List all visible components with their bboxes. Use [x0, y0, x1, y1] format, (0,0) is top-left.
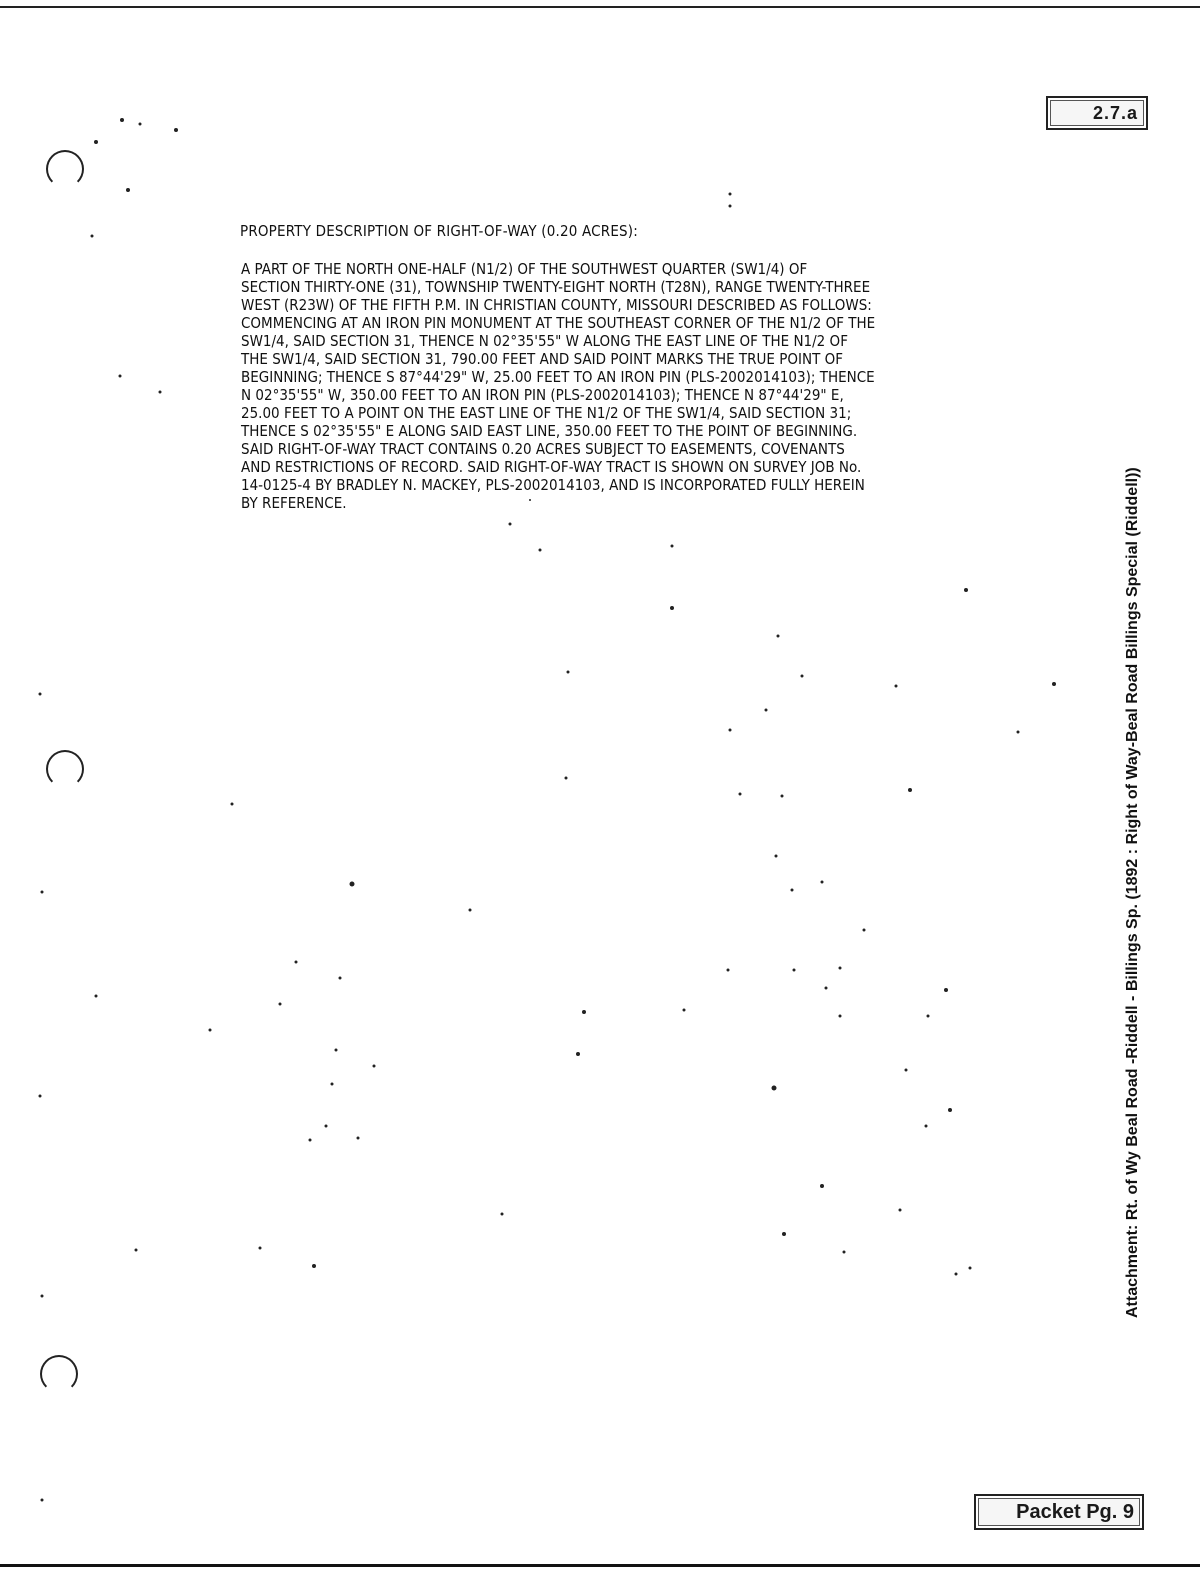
attachment-side-label: Attachment: Rt. of Wy Beal Road -Riddell - Billings Sp. (1892 : Right of Way-Beal Road Billings Special (Riddell)) — [1124, 467, 1141, 1318]
description-line: THENCE S 02°35'55" E ALONG SAID EAST LINE, 350.00 FEET TO THE POINT OF BEGINNING. — [241, 422, 858, 440]
agenda-item-label: 2.7.a — [1092, 102, 1138, 123]
description-line: WEST (R23W) OF THE FIFTH P.M. IN CHRISTIAN COUNTY, MISSOURI DESCRIBED AS FOLLOWS: — [241, 296, 872, 314]
description-line: THE SW1/4, SAID SECTION 31, 790.00 FEET AND SAID POINT MARKS THE TRUE POINT OF — [241, 350, 844, 368]
agenda-item-badge — [1046, 96, 1148, 130]
packet-page-label: Packet Pg. 9 — [1016, 1500, 1134, 1523]
description-line: AND RESTRICTIONS OF RECORD. SAID RIGHT-OF-WAY TRACT IS SHOWN ON SURVEY JOB No. — [241, 458, 862, 476]
description-line: N 02°35'55" W, 350.00 FEET TO AN IRON PIN (PLS-2002014103); THENCE N 87°44'29" E, — [241, 386, 844, 404]
description-line: COMMENCING AT AN IRON PIN MONUMENT AT THE SOUTHEAST CORNER OF THE N1/2 OF THE — [241, 314, 876, 332]
description-line: 14-0125-4 BY BRADLEY N. MACKEY, PLS-2002014103, AND IS INCORPORATED FULLY HEREIN — [241, 476, 865, 494]
punch-hole-middle — [46, 750, 84, 788]
punch-hole-bottom — [40, 1355, 78, 1393]
punch-hole-top — [46, 150, 84, 188]
description-line: SECTION THIRTY-ONE (31), TOWNSHIP TWENTY-EIGHT NORTH (T28N), RANGE TWENTY-THREE — [241, 278, 871, 296]
description-line: SAID RIGHT-OF-WAY TRACT CONTAINS 0.20 ACRES SUBJECT TO EASEMENTS, COVENANTS — [241, 440, 845, 458]
legal-description-body — [241, 260, 1033, 512]
bottom-border-rule — [0, 1564, 1200, 1567]
description-line: BEGINNING; THENCE S 87°44'29" W, 25.00 FEET TO AN IRON PIN (PLS-2002014103); THENCE — [241, 368, 875, 386]
description-line: BY REFERENCE. — [241, 494, 347, 512]
top-border-rule — [0, 6, 1200, 8]
description-line: 25.00 FEET TO A POINT ON THE EAST LINE OF THE N1/2 OF THE SW1/4, SAID SECTION 31; — [241, 404, 852, 422]
description-line: A PART OF THE NORTH ONE-HALF (N1/2) OF THE SOUTHWEST QUARTER (SW1/4) OF — [241, 260, 808, 278]
description-line: SW1/4, SAID SECTION 31, THENCE N 02°35'55" W ALONG THE EAST LINE OF THE N1/2 OF — [241, 332, 848, 350]
property-description-heading: PROPERTY DESCRIPTION OF RIGHT-OF-WAY (0.20 ACRES): — [240, 222, 638, 240]
packet-page-badge — [974, 1494, 1144, 1530]
